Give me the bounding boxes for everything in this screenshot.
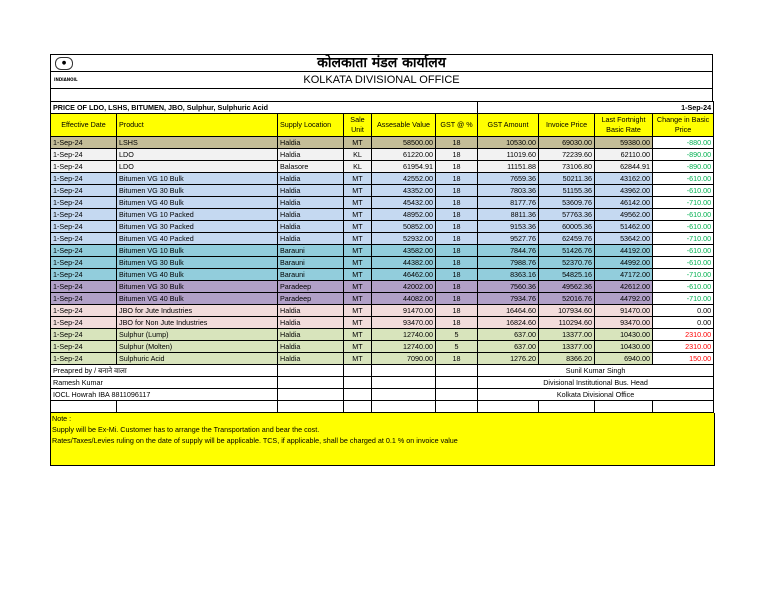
cell-invoice-price: 51155.36 [539,185,595,197]
cell-last-fortnight-rate: 43162.00 [595,173,653,185]
cell-change-in-basic-price: -890.00 [653,149,714,161]
cell-gst-amount: 8811.36 [478,209,539,221]
cell-change-in-basic-price: -710.00 [653,197,714,209]
cell-gst-amount: 7844.76 [478,245,539,257]
cell-last-fortnight-rate: 49562.00 [595,209,653,221]
cell-gst-percent: 18 [436,269,478,281]
cell-last-fortnight-rate: 44192.00 [595,245,653,257]
cell-gst-amount: 8363.16 [478,269,539,281]
cell-invoice-price: 13377.00 [539,341,595,353]
table-row [51,341,714,353]
table-row [51,197,714,209]
cell-supply-location: Barauni [278,269,344,281]
cell-change-in-basic-price: -880.00 [653,137,714,149]
cell-sale-unit: MT [344,209,372,221]
footer-row-3 [51,389,714,401]
cell-change-in-basic-price: 2310.00 [653,341,714,353]
cell-supply-location: Barauni [278,245,344,257]
table-row [51,329,714,341]
cell-effective-date: 1-Sep-24 [51,185,117,197]
cell-product: Bitumen VG 30 Bulk [117,281,278,293]
note-line-2: Rates/Taxes/Levies ruling on the date of supply will be applicable. TCS, if applicable, shall be charged at 0.1 % on invoice value [52,436,458,445]
cell-last-fortnight-rate: 51462.00 [595,221,653,233]
cell-effective-date: 1-Sep-24 [51,341,117,353]
cell-effective-date: 1-Sep-24 [51,257,117,269]
cell-supply-location: Barauni [278,257,344,269]
cell-last-fortnight-rate: 47172.00 [595,269,653,281]
table-row [51,173,714,185]
col-header-sale-unit: Sale Unit [344,114,372,137]
cell-last-fortnight-rate: 6940.00 [595,353,653,365]
cell-change-in-basic-price: -710.00 [653,293,714,305]
cell-product: Bitumen VG 40 Bulk [117,269,278,281]
cell-gst-percent: 18 [436,233,478,245]
cell-gst-amount: 8177.76 [478,197,539,209]
cell-gst-percent: 18 [436,209,478,221]
cell-supply-location: Haldia [278,317,344,329]
cell-gst-percent: 18 [436,281,478,293]
cell-last-fortnight-rate: 44792.00 [595,293,653,305]
table-row [51,353,714,365]
cell-effective-date: 1-Sep-24 [51,173,117,185]
cell-gst-amount: 1276.20 [478,353,539,365]
cell-gst-amount: 7659.36 [478,173,539,185]
cell-change-in-basic-price: -610.00 [653,173,714,185]
cell-last-fortnight-rate: 44992.00 [595,257,653,269]
cell-gst-percent: 18 [436,305,478,317]
cell-sale-unit: MT [344,281,372,293]
cell-product: Bitumen VG 10 Bulk [117,173,278,185]
table-row [51,317,714,329]
cell-last-fortnight-rate: 59380.00 [595,137,653,149]
cell-invoice-price: 8366.20 [539,353,595,365]
col-header-supply-location: Supply Location [278,114,344,137]
cell-invoice-price: 62459.76 [539,233,595,245]
cell-gst-amount: 7988.76 [478,257,539,269]
cell-product: Bitumen VG 40 Bulk [117,197,278,209]
cell-supply-location: Balasore [278,161,344,173]
col-header-gst-amount: GST Amount [478,114,539,137]
cell-sale-unit: MT [344,293,372,305]
cell-product: Bitumen VG 40 Bulk [117,293,278,305]
cell-assesable-value: 45432.00 [372,197,436,209]
cell-gst-amount: 10530.00 [478,137,539,149]
cell-supply-location: Haldia [278,197,344,209]
signatory-title: Divisional Institutional Bus. Head [478,377,714,389]
cell-gst-amount: 7560.36 [478,281,539,293]
cell-assesable-value: 61954.91 [372,161,436,173]
cell-change-in-basic-price: -710.00 [653,269,714,281]
col-header-gst-percent: GST @ % [436,114,478,137]
cell-gst-percent: 18 [436,197,478,209]
cell-gst-percent: 18 [436,293,478,305]
cell-effective-date: 1-Sep-24 [51,137,117,149]
cell-assesable-value: 44082.00 [372,293,436,305]
cell-assesable-value: 48952.00 [372,209,436,221]
cell-supply-location: Haldia [278,329,344,341]
cell-assesable-value: 50852.00 [372,221,436,233]
cell-assesable-value: 42552.00 [372,173,436,185]
cell-invoice-price: 72239.60 [539,149,595,161]
cell-effective-date: 1-Sep-24 [51,317,117,329]
preparer-name: Ramesh Kumar [51,377,278,389]
cell-gst-amount: 7934.76 [478,293,539,305]
cell-assesable-value: 93470.00 [372,317,436,329]
cell-supply-location: Paradeep [278,293,344,305]
footer-row-2 [51,377,714,389]
table-row [51,245,714,257]
cell-sale-unit: MT [344,173,372,185]
cell-last-fortnight-rate: 93470.00 [595,317,653,329]
cell-last-fortnight-rate: 42612.00 [595,281,653,293]
cell-change-in-basic-price: -610.00 [653,281,714,293]
cell-effective-date: 1-Sep-24 [51,269,117,281]
cell-sale-unit: MT [344,137,372,149]
cell-gst-percent: 18 [436,161,478,173]
cell-effective-date: 1-Sep-24 [51,293,117,305]
cell-effective-date: 1-Sep-24 [51,329,117,341]
cell-assesable-value: 46462.00 [372,269,436,281]
cell-product: JBO for Non Jute Industries [117,317,278,329]
table-row [51,257,714,269]
cell-product: Bitumen VG 30 Bulk [117,185,278,197]
indianoil-logo-icon: ● INDIANOIL [54,57,74,83]
cell-effective-date: 1-Sep-24 [51,209,117,221]
cell-assesable-value: 58500.00 [372,137,436,149]
cell-invoice-price: 52370.76 [539,257,595,269]
cell-last-fortnight-rate: 10430.00 [595,341,653,353]
cell-change-in-basic-price: -890.00 [653,161,714,173]
cell-change-in-basic-price: -610.00 [653,245,714,257]
cell-effective-date: 1-Sep-24 [51,197,117,209]
preparer-contact: IOCL Howrah IBA 8811096117 [51,389,278,401]
cell-product: JBO for Jute Industries [117,305,278,317]
cell-effective-date: 1-Sep-24 [51,221,117,233]
cell-sale-unit: MT [344,185,372,197]
footer-row-blank [51,401,714,413]
col-header-invoice-price: Invoice Price [539,114,595,137]
cell-assesable-value: 43582.00 [372,245,436,257]
cell-change-in-basic-price: -610.00 [653,209,714,221]
table-row [51,293,714,305]
cell-invoice-price: 53609.76 [539,197,595,209]
table-row [51,269,714,281]
note-heading: Note : [52,414,72,423]
cell-sale-unit: MT [344,269,372,281]
col-header-product: Product [117,114,278,137]
cell-assesable-value: 44382.00 [372,257,436,269]
cell-sale-unit: MT [344,317,372,329]
cell-assesable-value: 91470.00 [372,305,436,317]
logo-text: INDIANOIL [54,77,78,82]
cell-change-in-basic-price: 2310.00 [653,329,714,341]
cell-gst-amount: 7803.36 [478,185,539,197]
cell-assesable-value: 42002.00 [372,281,436,293]
cell-effective-date: 1-Sep-24 [51,233,117,245]
cell-assesable-value: 12740.00 [372,341,436,353]
title-hindi: कोलकाता मंडल कार्यालय [317,55,446,71]
cell-last-fortnight-rate: 53642.00 [595,233,653,245]
table-row [51,221,714,233]
cell-last-fortnight-rate: 91470.00 [595,305,653,317]
cell-last-fortnight-rate: 62844.91 [595,161,653,173]
price-table [50,101,714,413]
footer-row-1 [51,365,714,377]
cell-invoice-price: 52016.76 [539,293,595,305]
prepared-by: Preapred by / बनाने वाला [51,365,278,377]
cell-product: LDO [117,161,278,173]
price-line-date: 1-Sep-24 [478,102,714,114]
cell-invoice-price: 13377.00 [539,329,595,341]
cell-supply-location: Haldia [278,209,344,221]
cell-change-in-basic-price: 0.00 [653,305,714,317]
spacer-row [50,88,713,101]
cell-last-fortnight-rate: 43962.00 [595,185,653,197]
cell-invoice-price: 50211.36 [539,173,595,185]
cell-supply-location: Haldia [278,173,344,185]
price-line-label: PRICE OF LDO, LSHS, BITUMEN, JBO, Sulphur, Sulphuric Acid [51,102,478,114]
cell-invoice-price: 51426.76 [539,245,595,257]
cell-change-in-basic-price: -610.00 [653,257,714,269]
signatory-name: Sunil Kumar Singh [478,365,714,377]
cell-supply-location: Haldia [278,185,344,197]
col-header-effective-date: Effective Date [51,114,117,137]
cell-product: Bitumen VG 30 Bulk [117,257,278,269]
cell-effective-date: 1-Sep-24 [51,245,117,257]
cell-change-in-basic-price: -610.00 [653,221,714,233]
cell-supply-location: Paradeep [278,281,344,293]
cell-gst-amount: 11019.60 [478,149,539,161]
cell-gst-percent: 18 [436,185,478,197]
cell-effective-date: 1-Sep-24 [51,161,117,173]
cell-product: Bitumen VG 10 Packed [117,209,278,221]
cell-supply-location: Haldia [278,233,344,245]
cell-effective-date: 1-Sep-24 [51,305,117,317]
cell-sale-unit: KL [344,149,372,161]
cell-sale-unit: KL [344,161,372,173]
cell-assesable-value: 52932.00 [372,233,436,245]
subtitle-row [50,71,713,88]
cell-gst-percent: 5 [436,341,478,353]
cell-supply-location: Haldia [278,149,344,161]
cell-assesable-value: 61220.00 [372,149,436,161]
table-row [51,281,714,293]
note-box [50,413,715,466]
cell-change-in-basic-price: 150.00 [653,353,714,365]
cell-sale-unit: MT [344,353,372,365]
cell-product: Sulphur (Molten) [117,341,278,353]
cell-assesable-value: 12740.00 [372,329,436,341]
cell-sale-unit: MT [344,197,372,209]
cell-invoice-price: 57763.36 [539,209,595,221]
cell-gst-amount: 16824.60 [478,317,539,329]
cell-product: Bitumen VG 30 Packed [117,221,278,233]
cell-product: Bitumen VG 10 Bulk [117,245,278,257]
cell-sale-unit: MT [344,257,372,269]
cell-product: LDO [117,149,278,161]
cell-gst-percent: 18 [436,149,478,161]
table-row [51,161,714,173]
cell-sale-unit: MT [344,233,372,245]
cell-last-fortnight-rate: 46142.00 [595,197,653,209]
cell-invoice-price: 107934.60 [539,305,595,317]
cell-sale-unit: MT [344,221,372,233]
cell-supply-location: Haldia [278,137,344,149]
cell-assesable-value: 7090.00 [372,353,436,365]
col-header-last-fortnight: Last Fortnight Basic Rate [595,114,653,137]
note-line-1: Supply will be Ex-Mi. Customer has to arrange the Transportation and bear the cost. [52,425,320,434]
cell-gst-percent: 18 [436,137,478,149]
cell-product: LSHS [117,137,278,149]
cell-supply-location: Haldia [278,221,344,233]
cell-invoice-price: 49562.36 [539,281,595,293]
cell-product: Bitumen VG 40 Packed [117,233,278,245]
cell-invoice-price: 69030.00 [539,137,595,149]
cell-effective-date: 1-Sep-24 [51,281,117,293]
cell-gst-percent: 18 [436,257,478,269]
cell-gst-amount: 9527.76 [478,233,539,245]
table-row [51,233,714,245]
cell-last-fortnight-rate: 10430.00 [595,329,653,341]
cell-gst-amount: 637.00 [478,341,539,353]
cell-supply-location: Haldia [278,305,344,317]
cell-gst-percent: 18 [436,317,478,329]
cell-gst-percent: 18 [436,173,478,185]
cell-gst-percent: 5 [436,329,478,341]
col-header-change: Change in Basic Price [653,114,714,137]
cell-gst-amount: 637.00 [478,329,539,341]
cell-supply-location: Haldia [278,341,344,353]
price-line-row [51,102,714,114]
table-row [51,209,714,221]
cell-gst-percent: 18 [436,221,478,233]
cell-last-fortnight-rate: 62110.00 [595,149,653,161]
cell-sale-unit: MT [344,305,372,317]
cell-gst-amount: 9153.36 [478,221,539,233]
cell-supply-location: Haldia [278,353,344,365]
column-header-row [51,114,714,137]
cell-effective-date: 1-Sep-24 [51,149,117,161]
price-rows [51,137,714,365]
table-row [51,305,714,317]
cell-gst-amount: 11151.88 [478,161,539,173]
cell-product: Sulphuric Acid [117,353,278,365]
cell-sale-unit: MT [344,329,372,341]
price-sheet [50,54,713,466]
cell-change-in-basic-price: -710.00 [653,233,714,245]
cell-gst-percent: 18 [436,353,478,365]
signatory-office: Kolkata Divisional Office [478,389,714,401]
cell-invoice-price: 110294.60 [539,317,595,329]
cell-gst-percent: 18 [436,245,478,257]
col-header-assesable-value: Assesable Value [372,114,436,137]
cell-product: Sulphur (Lump) [117,329,278,341]
cell-invoice-price: 73106.80 [539,161,595,173]
table-row [51,137,714,149]
cell-assesable-value: 43352.00 [372,185,436,197]
table-row [51,185,714,197]
cell-gst-amount: 16464.60 [478,305,539,317]
cell-invoice-price: 60005.36 [539,221,595,233]
cell-invoice-price: 54825.16 [539,269,595,281]
cell-effective-date: 1-Sep-24 [51,353,117,365]
cell-sale-unit: MT [344,245,372,257]
cell-change-in-basic-price: 0.00 [653,317,714,329]
title-english: KOLKATA DIVISIONAL OFFICE [303,74,460,86]
cell-sale-unit: MT [344,341,372,353]
table-row [51,149,714,161]
cell-change-in-basic-price: -610.00 [653,185,714,197]
